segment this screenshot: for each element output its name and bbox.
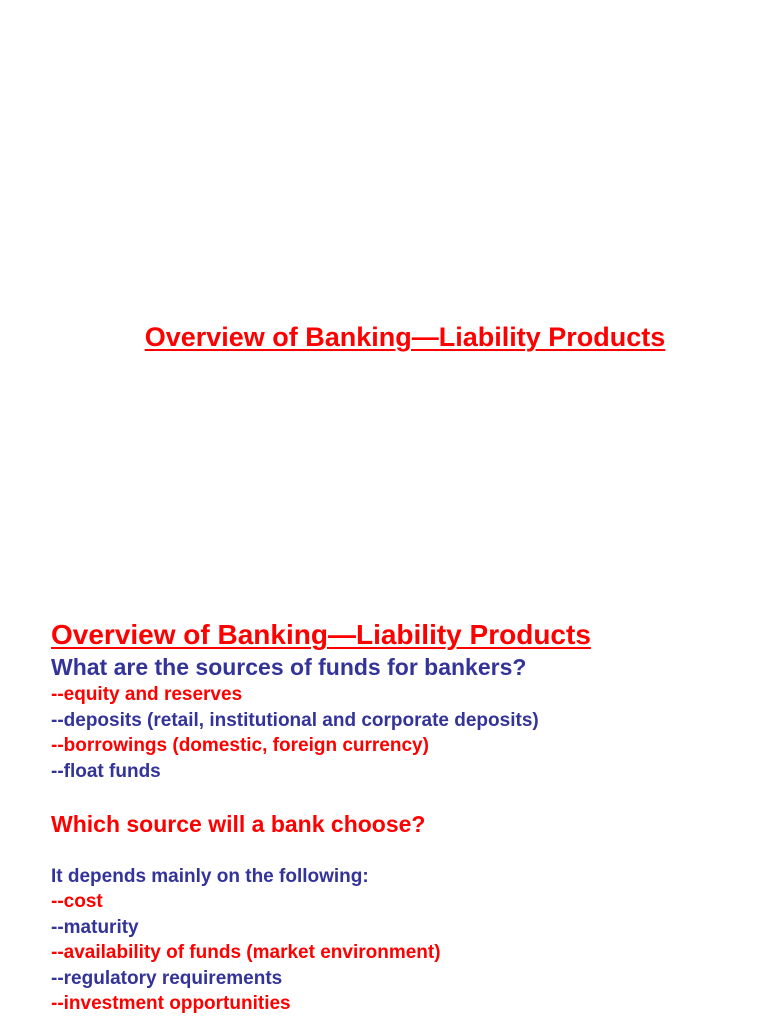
choose-heading: Which source will a bank choose?	[51, 811, 426, 837]
factor-item-maturity: --maturity	[51, 916, 139, 938]
factor-item-cost: --cost	[51, 891, 103, 912]
sources-list	[51, 682, 761, 784]
source-item-borrowings: --borrowings (domestic, foreign currency)	[51, 735, 429, 756]
factors-list	[51, 889, 761, 1017]
source-item-deposits: --deposits (retail, institutional and corporate deposits)	[51, 709, 539, 731]
slide1-title: Overview of Banking—Liability Products	[144, 322, 666, 352]
depends-intro: It depends mainly on the following:	[51, 866, 369, 887]
factor-item-availability: --availability of funds (market environment)	[51, 942, 441, 963]
factor-item-regulatory: --regulatory requirements	[51, 967, 283, 989]
sources-question: What are the sources of funds for bankers?	[51, 654, 527, 680]
source-item-equity: --equity and reserves	[51, 684, 243, 705]
slide2-content	[51, 617, 761, 1017]
source-item-float: --float funds	[51, 760, 161, 782]
factor-item-investment: --investment opportunities	[51, 993, 291, 1014]
slide2-title: Overview of Banking—Liability Products	[51, 619, 591, 650]
